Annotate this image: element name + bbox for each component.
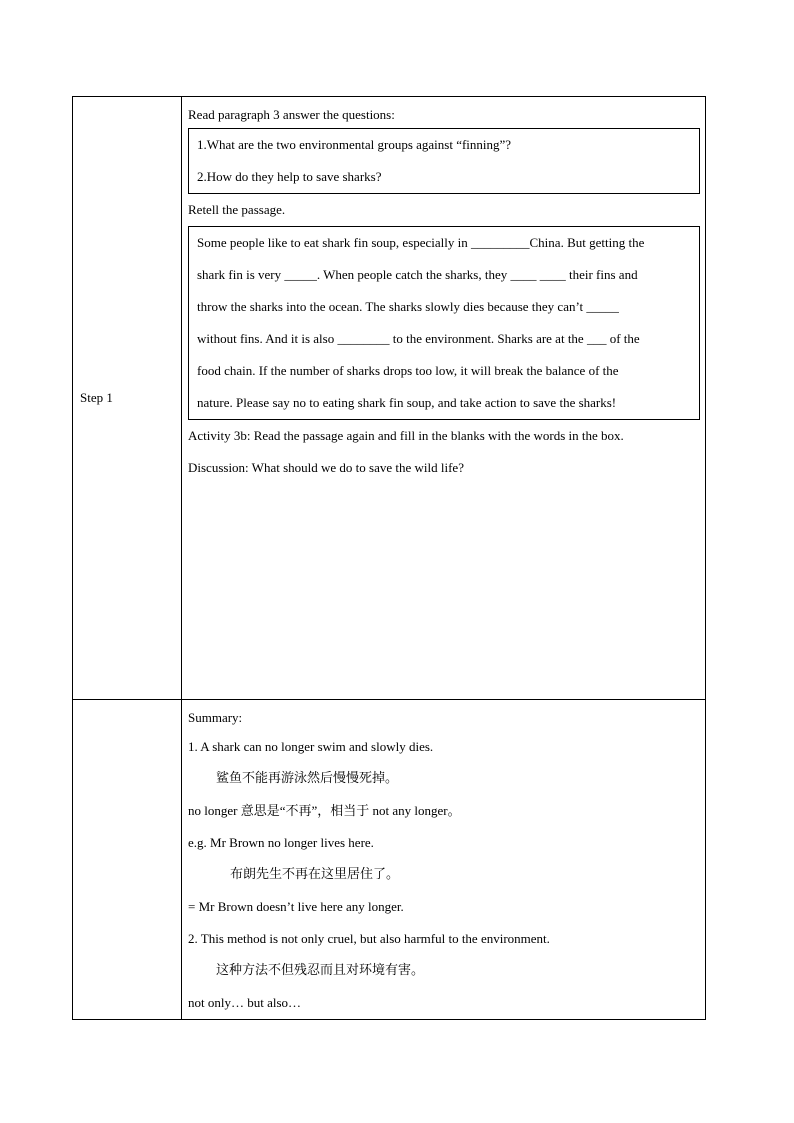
retell-label: Retell the passage.: [188, 202, 286, 217]
step1-label-cell: [73, 97, 182, 700]
question-2: 2.How do they help to save sharks?: [197, 169, 382, 184]
summary-content-cell: [182, 700, 706, 1020]
retell-line: shark fin is very _____. When people catch the sharks, they ____ ____ their fins and: [197, 267, 638, 282]
summary-row: [73, 700, 706, 1020]
summary-item-1-translation: 鲨鱼不能再游泳然后慢慢死掉。: [216, 771, 399, 786]
summary-item-2: 2. This method is not only cruel, but also harmful to the environment.: [188, 931, 550, 946]
activity-instruction: Activity 3b: Read the passage again and fill in the blanks with the words in the box.: [188, 428, 624, 443]
retell-box: [188, 226, 700, 420]
summary-title: Summary:: [188, 710, 243, 725]
questions-box: [188, 128, 700, 194]
summary-item-2-translation: 这种方法不但残忍而且对环境有害。: [216, 963, 425, 978]
summary-label: [73, 701, 80, 716]
summary-example-translation: 布朗先生不再在这里居住了。: [230, 867, 400, 882]
step1-row: [73, 97, 706, 700]
lesson-plan-table: [72, 96, 706, 1020]
summary-pattern: not only… but also…: [188, 995, 302, 1010]
retell-line: without fins. And it is also ________ to the environment. Sharks are at the ___ of the: [197, 331, 640, 346]
retell-line: Some people like to eat shark fin soup, especially in _________China. But getting the: [197, 235, 645, 250]
retell-line: food chain. If the number of sharks drops too low, it will break the balance of the: [197, 363, 619, 378]
step1-content-cell: [182, 97, 706, 700]
read-instruction: Read paragraph 3 answer the questions:: [188, 107, 395, 122]
summary-example: e.g. Mr Brown no longer lives here.: [188, 835, 374, 850]
step1-label: Step 1: [80, 390, 113, 405]
summary-note: no longer 意思是“不再”，相当于 not any longer。: [188, 803, 461, 818]
summary-label-cell: [73, 700, 182, 1020]
summary-item-1: 1. A shark can no longer swim and slowly dies.: [188, 739, 434, 754]
retell-line: throw the sharks into the ocean. The sharks slowly dies because they can’t _____: [197, 299, 619, 314]
discussion-question: Discussion: What should we do to save the wild life?: [188, 460, 464, 475]
retell-line: nature. Please say no to eating shark fin soup, and take action to save the sharks!: [197, 395, 617, 410]
question-1: 1.What are the two environmental groups against “finning”?: [197, 137, 512, 152]
summary-equivalent: = Mr Brown doesn’t live here any longer.: [188, 899, 404, 914]
